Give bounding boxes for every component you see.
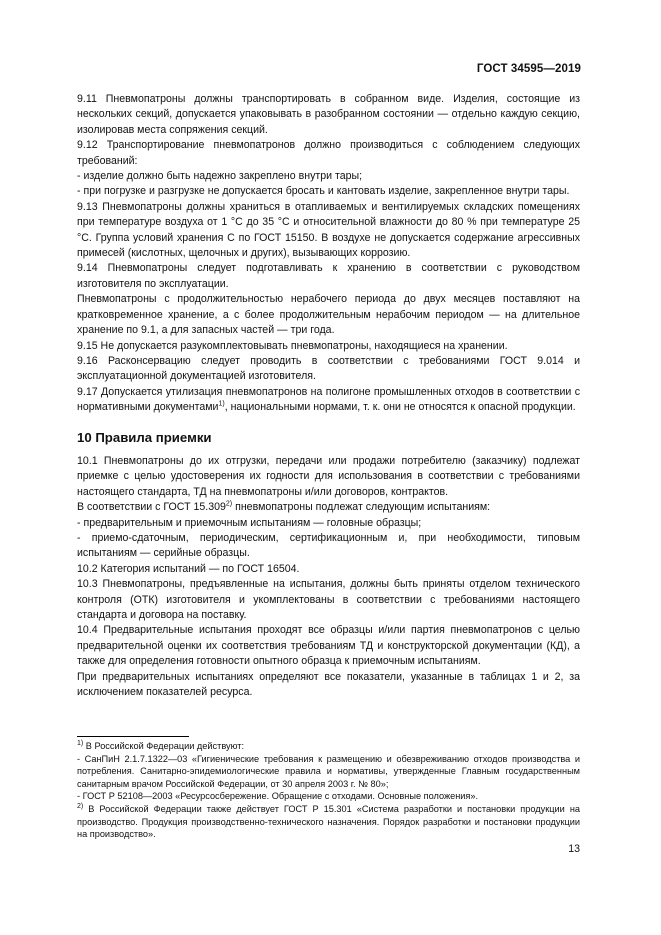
paragraph-storage: Пневмопатроны с продолжительностью нерабочего периода до двух месяцев поставляют на кратковременное хранение, а с более продолжительным нерабочим периодом — на длительное хранение по 9.1, а для запасных частей — три года.: [77, 293, 580, 337]
paragraph-9-13: 9.13 Пневмопатроны должны храниться в отапливаемых и вентилируемых складских помещениях при температуре воздуха от 1 °С до 35 °С и относительной влажности до 80 % при температуре 25 °С. Группа условий хранения С по ГОСТ 15150. В воздухе не допускается содержание агрессивных примесей (кислотных, щелочных и других), вызывающих коррозию.: [77, 200, 580, 260]
paragraph-9-15: 9.15 Не допускается разукомплектовывать пневмопатроны, находящиеся на хранении.: [77, 339, 508, 352]
text-span: В Российской Федерации действуют:: [83, 741, 245, 751]
text-span: В соответствии с ГОСТ 15.309: [77, 501, 226, 514]
footnotes: [77, 740, 580, 841]
paragraph-10-4: 10.4 Предварительные испытания проходят все образцы и/или партия пневмопатронов с целью предварительной оценки их соответствия требованиям ТД и конструкторской документации (КД), а также для определения готовности опытного образца к приемочным испытаниям.: [77, 624, 580, 668]
list-item: - приемо-сдаточным, периодическим, сертификационным и, при необходимости, типовым испытаниям — серийные образцы.: [77, 531, 580, 560]
paragraph-9-16: 9.16 Расконсервацию следует проводить в соответствии с требованиями ГОСТ 9.014 и эксплуатационной документацией изготовителя.: [77, 354, 580, 383]
text-span: 9.17 Допускается утилизация пневмопатронов на полигоне промышленных отходов в соответствии с нормативными документами: [77, 385, 580, 414]
paragraph-10-1: 10.1 Пневмопатроны до их отгрузки, передачи или продажи потребителю (заказчику) подлежат приемке с целью удостоверения их годности для использования в соответствии с требованиями настоящего стандарта, ТД на пневмопатроны и/или договоров, контрактов.: [77, 454, 580, 498]
text-span: пневмопатроны подлежат следующим испытаниям:: [232, 501, 491, 514]
footnote-ref: 2): [225, 500, 233, 508]
paragraph-preliminary: При предварительных испытаниях определяют все показатели, указанные в таблицах 1 и 2, за исключением показателей ресурса.: [77, 670, 580, 699]
footnote-ref: 1): [218, 400, 225, 408]
footnote-item: - ГОСТ Р 52108—2003 «Ресурсосбережение. Обращение с отходами. Основные положения».: [77, 791, 479, 802]
list-item: - изделие должно быть надежно закреплено внутри тары;: [77, 170, 363, 183]
text-span: В Российской Федерации также действует ГОСТ Р 15.301 «Система разработки и постановки продукции на производство. Продукция производственно-технического назначения. Порядок разработки и постановки продукции на производство».: [77, 803, 580, 840]
footnote-item: - СанПиН 2.1.7.1322—03 «Гигиенические требования к размещению и обезвреживанию отходов производства и потребления. Санитарно-эпидемиологические правила и нормативы, утвержденные Главным государственным санитарным врачом Российской Федерации, от 30 апреля 2003 г. № 80»;: [77, 753, 580, 789]
page-number: 13: [568, 843, 580, 855]
paragraph-9-14: 9.14 Пневмопатроны следует подготавливать к хранению в соответствии с руководством изготовителя по эксплуатации.: [77, 262, 580, 290]
text-span: , национальными нормами, т. к. они не относятся к опасной продукции.: [224, 401, 576, 414]
paragraph-10-3: 10.3 Пневмопатроны, предъявленные на испытания, должны быть приняты отделом технического контроля (ОТК) изготовителя и укомплектованы в соответствии с требованиями настоящего стандарта и договора на поставку.: [77, 578, 580, 621]
paragraph-9-12: 9.12 Транспортирование пневмопатронов должно производиться с соблюдением следующих требований:: [77, 139, 580, 167]
paragraph-9-17: [77, 385, 580, 416]
main-content: [77, 92, 580, 700]
footnote-2: [77, 803, 580, 841]
footnote-marker: 2): [77, 802, 84, 810]
paragraph-10-2: 10.2 Категория испытаний — по ГОСТ 16504.: [77, 562, 300, 575]
footnote-marker: 1): [77, 739, 84, 747]
footnote-divider: [77, 736, 189, 737]
section-heading: 10 Правила приемки: [77, 429, 212, 445]
document-header: ГОСТ 34595—2019: [476, 63, 581, 75]
list-item: - предварительным и приемочным испытаниям — головные образцы;: [77, 516, 422, 529]
list-item: - при погрузке и разгрузке не допускается бросать и кантовать изделие, закрепленное внутри тары.: [77, 185, 570, 198]
footnote-1: [77, 740, 580, 753]
paragraph-tests: [77, 500, 580, 515]
paragraph-9-11: 9.11 Пневмопатроны должны транспортировать в собранном виде. Изделия, состоящие из нескольких секций, допускается упаковывать в разобранном состоянии — отдельно каждую секцию, изолировав места сопряжения секций.: [77, 93, 580, 136]
